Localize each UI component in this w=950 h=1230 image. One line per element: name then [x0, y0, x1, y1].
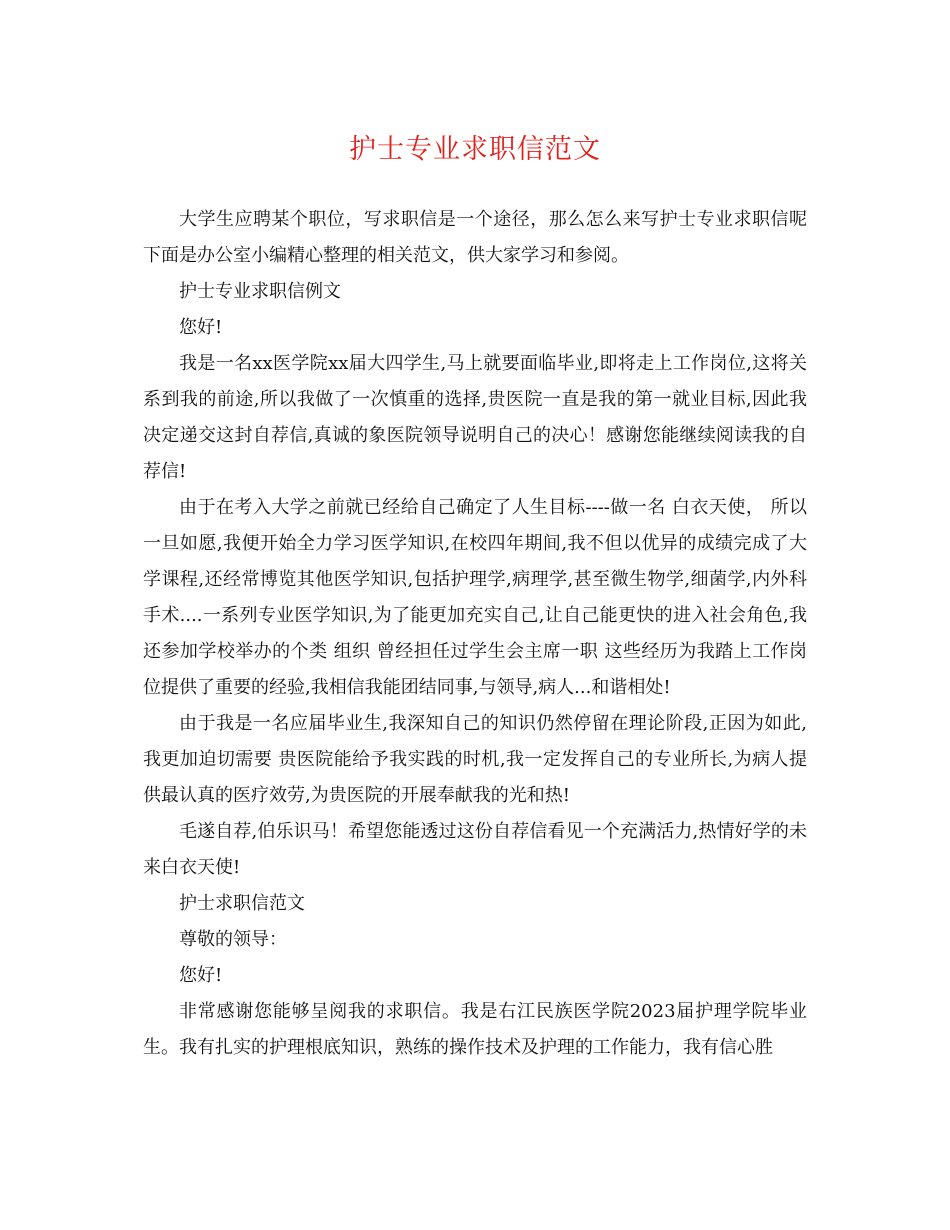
heading-example-1: 护士专业求职信例文: [179, 281, 341, 302]
greeting-1: 您好!: [179, 317, 223, 338]
paragraph-letter-1-b: 由于在考入大学之前就已经给自己确定了人生目标----做一名 白衣天使， 所以一旦如愿,我便开始全力学习医学知识,在校四年期间,我不但以优异的成绩完成了大学课程,还经常博览其他医学知识,包括护理学,病理学,甚至微生物学,细菌学,内外科手术....一系列专业医学知识,为了能更加充实自己,让自己能更快的进入社会角色,我还参加学校举办的个类 组织 曾经担任过学生会主席一职 这些经历为我踏上工作岗位提供了重要的经验,我相信我能团结同事,与领导,病人...和谐相处!: [143, 497, 807, 698]
paragraph-letter-2-a: 非常感谢您能够呈阅我的求职信。我是右江民族医学院2023届护理学院毕业生。我有扎实的护理根底知识，熟练的操作技术及护理的工作能力，我有信心胜: [143, 1001, 807, 1058]
heading-example-2: 护士求职信范文: [179, 893, 305, 914]
greeting-2: 您好!: [179, 965, 223, 986]
salutation-2: 尊敬的领导：: [179, 929, 287, 950]
paragraph-intro: 大学生应聘某个职位，写求职信是一个途径，那么怎么来写护士专业求职信呢下面是办公室小编精心整理的相关范文，供大家学习和参阅。: [143, 209, 807, 266]
paragraph-letter-1-d: 毛遂自荐,伯乐识马！希望您能透过这份自荐信看见一个充满活力,热情好学的未来白衣天使!: [143, 821, 807, 878]
paragraph-letter-1-c: 由于我是一名应届毕业生,我深知自己的知识仍然停留在理论阶段,正因为如此,我更加迫切需要 贵医院能给予我实践的时机,我一定发挥自己的专业所长,为病人提供最认真的医疗效劳,为贵医院的开展奉献我的光和热!: [143, 713, 807, 806]
paragraph-letter-1-a: 我是一名xx医学院xx届大四学生,马上就要面临毕业,即将走上工作岗位,这将关系到我的前途,所以我做了一次慎重的选择,贵医院一直是我的第一就业目标,因此我决定递交这封自荐信,真诚的象医院领导说明自己的决心！感谢您能继续阅读我的自荐信!: [143, 353, 807, 482]
document-body: [143, 202, 807, 1066]
page-title: 护士专业求职信范文: [349, 134, 601, 165]
